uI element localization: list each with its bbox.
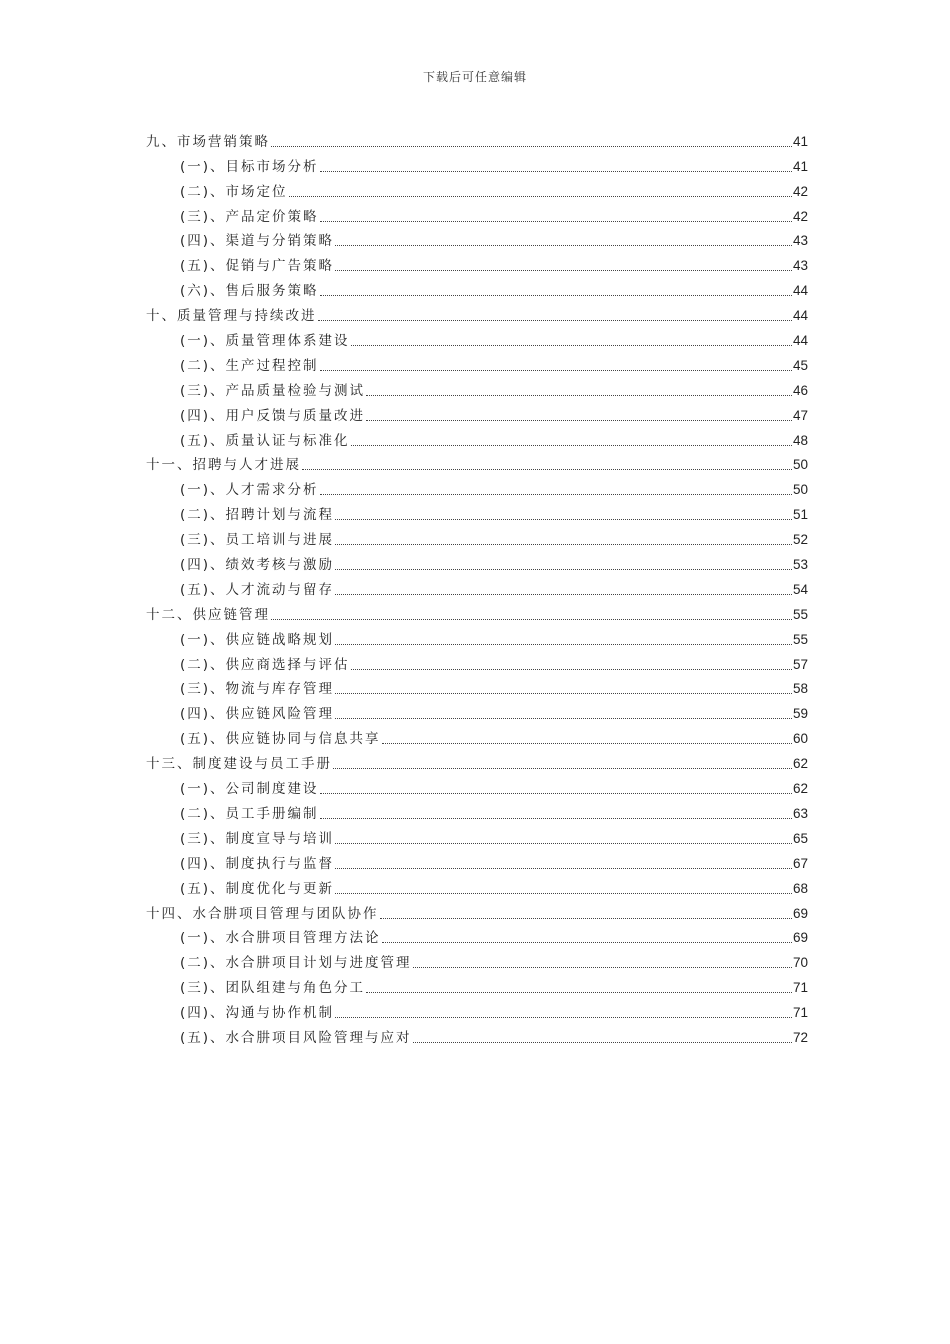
toc-section-row[interactable] [146,972,808,997]
toc-section-row[interactable] [146,474,808,499]
toc-entry-title: (六)、售后服务策略 [180,283,319,300]
toc-section-row[interactable] [146,151,808,176]
toc-page-number: 71 [792,1005,808,1021]
toc-page-number: 43 [792,233,808,249]
toc-page-number: 69 [792,930,808,946]
toc-section-row[interactable] [146,798,808,823]
toc-entry-title: (五)、制度优化与更新 [180,880,335,897]
toc-section-row[interactable] [146,773,808,798]
toc-page-number: 45 [792,357,808,373]
toc-dot-leader [366,420,792,421]
toc-page-number: 44 [792,308,808,324]
toc-dot-leader [366,992,792,993]
toc-entry-title: (五)、供应链协同与信息共享 [180,731,381,748]
toc-dot-leader [413,1042,792,1043]
toc-dot-leader [271,619,792,620]
toc-dot-leader [320,171,792,172]
toc-page-number: 62 [792,756,808,772]
toc-page-number: 48 [792,432,808,448]
toc-section-row[interactable] [146,723,808,748]
toc-dot-leader [335,270,792,271]
toc-section-row[interactable] [146,375,808,400]
toc-dot-leader [302,469,792,470]
toc-dot-leader [320,818,792,819]
toc-entry-title: (二)、水合肼项目计划与进度管理 [180,955,412,972]
toc-entry-title: (三)、产品定价策略 [180,208,319,225]
toc-section-row[interactable] [146,325,808,350]
toc-entry-title: (五)、水合肼项目风险管理与应对 [180,1029,412,1046]
toc-dot-leader [382,942,792,943]
toc-dot-leader [335,893,792,894]
toc-entry-title: (四)、渠道与分销策略 [180,233,335,250]
toc-dot-leader [320,793,792,794]
toc-page-number: 62 [792,781,808,797]
toc-dot-leader [289,196,792,197]
toc-page-number: 50 [792,482,808,498]
toc-entry-title: (三)、制度宣导与培训 [180,830,335,847]
toc-chapter-row[interactable] [146,599,808,624]
toc-entry-title: (四)、用户反馈与质量改进 [180,407,366,424]
toc-section-row[interactable] [146,499,808,524]
toc-dot-leader [335,544,792,545]
toc-entry-title: (一)、供应链战略规划 [180,631,335,648]
toc-section-row[interactable] [146,574,808,599]
toc-section-row[interactable] [146,649,808,674]
toc-section-row[interactable] [146,823,808,848]
toc-dot-leader [271,146,792,147]
toc-entry-title: (一)、目标市场分析 [180,158,319,175]
toc-entry-title: (四)、绩效考核与激励 [180,557,335,574]
toc-section-row[interactable] [146,524,808,549]
toc-dot-leader [333,768,792,769]
toc-entry-title: (二)、供应商选择与评估 [180,656,350,673]
toc-section-row[interactable] [146,698,808,723]
toc-section-row[interactable] [146,549,808,574]
toc-dot-leader [335,693,792,694]
toc-entry-title: (一)、公司制度建设 [180,781,319,798]
toc-entry-title: (二)、员工手册编制 [180,805,319,822]
toc-dot-leader [382,743,792,744]
toc-dot-leader [351,669,792,670]
toc-dot-leader [335,519,792,520]
toc-page-number: 71 [792,980,808,996]
toc-dot-leader [320,494,792,495]
toc-section-row[interactable] [146,674,808,699]
toc-page-number: 57 [792,656,808,672]
toc-page-number: 72 [792,1029,808,1045]
toc-dot-leader [320,221,792,222]
toc-dot-leader [320,370,792,371]
toc-section-row[interactable] [146,947,808,972]
toc-page-number: 53 [792,557,808,573]
toc-page-number: 67 [792,855,808,871]
toc-page-number: 47 [792,407,808,423]
toc-section-row[interactable] [146,250,808,275]
toc-dot-leader [335,594,792,595]
toc-entry-title: (三)、物流与库存管理 [180,681,335,698]
toc-section-row[interactable] [146,624,808,649]
toc-entry-title: (四)、沟通与协作机制 [180,1005,335,1022]
toc-page-number: 55 [792,631,808,647]
toc-page-number: 42 [792,183,808,199]
toc-section-row[interactable] [146,275,808,300]
toc-section-row[interactable] [146,226,808,251]
toc-dot-leader [335,1017,792,1018]
toc-page-number: 41 [792,158,808,174]
toc-page-number: 55 [792,606,808,622]
toc-entry-title: 十一、招聘与人才进展 [146,457,301,474]
toc-dot-leader [335,644,792,645]
toc-entry-title: (二)、招聘计划与流程 [180,507,335,524]
toc-section-row[interactable] [146,176,808,201]
toc-entry-title: 十、质量管理与持续改进 [146,308,317,325]
toc-entry-title: (一)、水合肼项目管理方法论 [180,930,381,947]
toc-entry-title: 十二、供应链管理 [146,606,270,623]
toc-section-row[interactable] [146,873,808,898]
toc-page-number: 63 [792,805,808,821]
toc-page-number: 54 [792,581,808,597]
toc-page-number: 68 [792,880,808,896]
toc-page-number: 58 [792,681,808,697]
toc-page-number: 52 [792,532,808,548]
toc-dot-leader [335,843,792,844]
toc-section-row[interactable] [146,350,808,375]
toc-section-row[interactable] [146,201,808,226]
toc-dot-leader [351,345,792,346]
toc-page-number: 60 [792,731,808,747]
toc-entry-title: (二)、市场定位 [180,183,288,200]
table-of-contents [146,126,808,1047]
toc-dot-leader [335,569,792,570]
toc-chapter-row[interactable] [146,450,808,475]
toc-dot-leader [335,718,792,719]
toc-dot-leader [366,395,792,396]
toc-dot-leader [320,295,792,296]
toc-page-number: 69 [792,905,808,921]
toc-dot-leader [318,320,792,321]
toc-section-row[interactable] [146,923,808,948]
toc-section-row[interactable] [146,848,808,873]
toc-page-number: 44 [792,283,808,299]
toc-entry-title: 十四、水合肼项目管理与团队协作 [146,905,379,922]
header-note: 下载后可任意编辑 [422,70,527,84]
toc-entry-title: (四)、供应链风险管理 [180,706,335,723]
toc-entry-title: 九、市场营销策略 [146,133,270,150]
toc-entry-title: (一)、人才需求分析 [180,482,319,499]
toc-section-row[interactable] [146,425,808,450]
toc-entry-title: (一)、质量管理体系建设 [180,333,350,350]
toc-section-row[interactable] [146,400,808,425]
toc-page-number: 65 [792,830,808,846]
toc-chapter-row[interactable] [146,748,808,773]
toc-page-number: 51 [792,507,808,523]
toc-chapter-row[interactable] [146,126,808,151]
toc-entry-title: (四)、制度执行与监督 [180,855,335,872]
toc-chapter-row[interactable] [146,300,808,325]
toc-entry-title: (三)、产品质量检验与测试 [180,382,366,399]
toc-page-number: 50 [792,457,808,473]
toc-page-number: 59 [792,706,808,722]
toc-entry-title: 十三、制度建设与员工手册 [146,756,332,773]
toc-section-row[interactable] [146,997,808,1022]
toc-entry-title: (五)、促销与广告策略 [180,258,335,275]
toc-page-number: 41 [792,133,808,149]
toc-page-number: 70 [792,955,808,971]
toc-entry-title: (五)、人才流动与留存 [180,581,335,598]
toc-entry-title: (三)、团队组建与角色分工 [180,980,366,997]
toc-dot-leader [351,445,792,446]
toc-dot-leader [335,245,792,246]
toc-dot-leader [380,918,792,919]
toc-entry-title: (二)、生产过程控制 [180,357,319,374]
toc-entry-title: (三)、员工培训与进展 [180,532,335,549]
toc-page-number: 43 [792,258,808,274]
toc-dot-leader [335,868,792,869]
toc-page-number: 44 [792,333,808,349]
toc-page-number: 42 [792,208,808,224]
toc-section-row[interactable] [146,1022,808,1047]
toc-entry-title: (五)、质量认证与标准化 [180,432,350,449]
toc-page-number: 46 [792,382,808,398]
toc-chapter-row[interactable] [146,898,808,923]
toc-dot-leader [413,967,792,968]
